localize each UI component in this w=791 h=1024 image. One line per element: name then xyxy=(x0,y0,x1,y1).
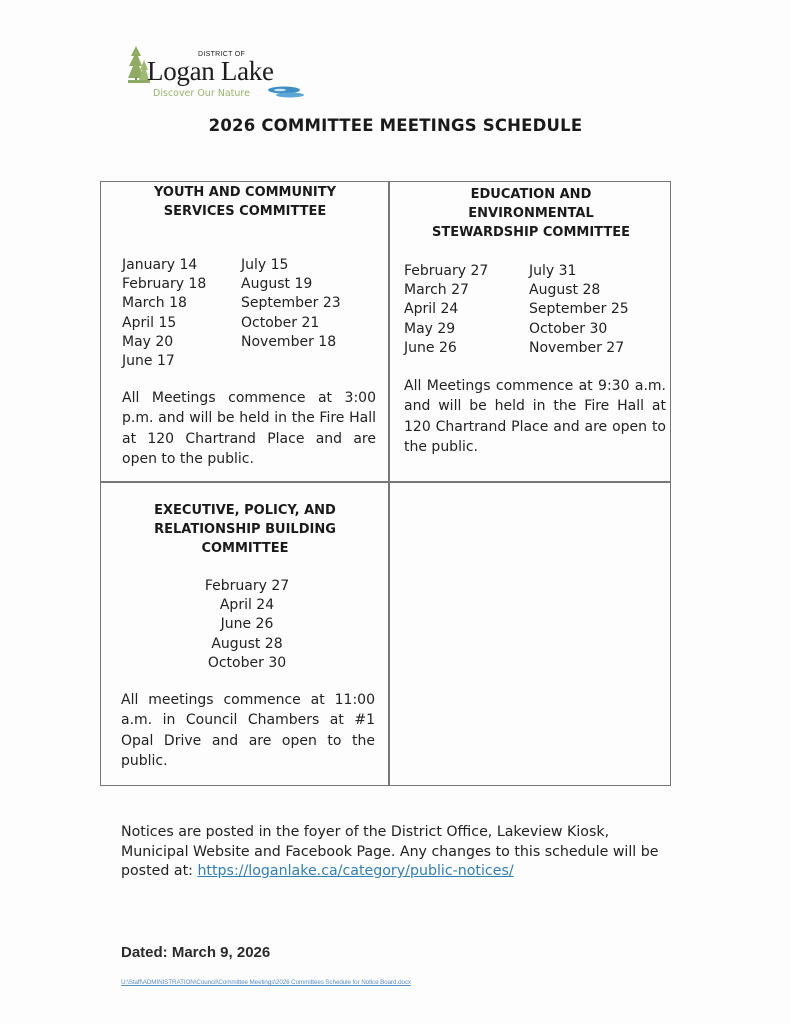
meeting-date: October 21 xyxy=(241,314,320,331)
heading-line: COMMITTEE xyxy=(201,541,289,556)
heading-line: EXECUTIVE, POLICY, AND xyxy=(154,503,336,518)
water-icon xyxy=(266,84,306,100)
file-path-footer[interactable]: U:\Staff\ADMINISTRATION\Council\Committee Meetings\2026 Committees Schedule for Notice Board.docx xyxy=(121,979,411,986)
logo-tagline: Discover Our Nature xyxy=(153,88,250,99)
heading-line: RELATIONSHIP BUILDING xyxy=(154,522,336,537)
heading-line: EDUCATION AND xyxy=(470,187,592,202)
meeting-date: July 15 xyxy=(241,257,289,273)
meeting-note-education: All Meetings commence at 9:30 a.m. and will be held in the Fire Hall at 120 Chartrand Place and are open to the public. xyxy=(404,378,666,455)
notice-paragraph xyxy=(121,823,661,882)
meeting-date: August 28 xyxy=(529,282,601,299)
meeting-date: May 20 xyxy=(122,333,174,350)
date-list-youth-col2 xyxy=(241,256,341,352)
meeting-date: January 14 xyxy=(122,257,198,273)
committee-heading-education xyxy=(400,185,662,242)
meeting-date: June 26 xyxy=(220,616,274,633)
table-divider-horizontal xyxy=(100,481,671,483)
meeting-note-youth: All Meetings commence at 3:00 p.m. and will be held in the Fire Hall at 120 Chartrand Place and are open to the public. xyxy=(122,390,376,467)
meeting-date: April 24 xyxy=(404,301,459,318)
meeting-date: March 27 xyxy=(404,282,469,299)
date-list-education-col1 xyxy=(404,262,488,358)
meeting-date: July 31 xyxy=(529,263,577,279)
meeting-date: May 29 xyxy=(404,320,456,337)
meeting-date: October 30 xyxy=(529,320,608,337)
heading-line: SERVICES COMMITTEE xyxy=(163,204,327,219)
meeting-date: September 23 xyxy=(241,295,341,312)
committee-heading-executive xyxy=(120,501,370,558)
meeting-date: April 15 xyxy=(122,314,177,331)
meeting-date: March 18 xyxy=(122,295,187,312)
public-notices-link[interactable]: https://loganlake.ca/category/public-notices/ xyxy=(197,863,514,879)
table-divider-vertical xyxy=(388,181,390,786)
meeting-date: June 26 xyxy=(404,339,457,356)
date-list-youth-col1 xyxy=(122,256,206,371)
dated-label: Dated: March 9, 2026 xyxy=(121,944,271,961)
heading-line: STEWARDSHIP COMMITTEE xyxy=(432,225,630,240)
meeting-date: August 28 xyxy=(211,635,283,652)
meeting-date: April 24 xyxy=(219,597,275,614)
meeting-date: October 30 xyxy=(207,654,287,671)
meeting-date: February 27 xyxy=(404,263,489,279)
committee-heading-youth xyxy=(120,183,370,221)
date-list-education-col2 xyxy=(529,262,629,358)
meeting-date: September 25 xyxy=(529,301,629,318)
heading-line: ENVIRONMENTAL xyxy=(468,206,594,221)
page-title: 2026 COMMITTEE MEETINGS SCHEDULE xyxy=(208,116,583,135)
meeting-date: June 17 xyxy=(122,353,175,370)
meeting-date: November 27 xyxy=(529,339,625,356)
meeting-date: February 18 xyxy=(122,276,207,293)
logo-district-label: DISTRICT OF xyxy=(198,51,246,58)
date-list-executive xyxy=(120,577,374,673)
meeting-date: August 19 xyxy=(241,276,313,293)
meeting-date: November 18 xyxy=(241,333,337,350)
notice-text: Notices are posted in the foyer of the District Office, Lakeview Kiosk, Municipal Website and Facebook Page. Any changes to this schedule will be posted at: xyxy=(121,824,659,879)
meeting-date: February 27 xyxy=(204,578,290,594)
district-logo xyxy=(128,46,308,102)
logo-name: Logan Lake xyxy=(147,56,274,86)
meeting-note-executive: All meetings commence at 11:00 a.m. in Council Chambers at #1 Opal Drive and are open to the public. xyxy=(121,692,375,769)
heading-line: YOUTH AND COMMUNITY xyxy=(153,185,337,200)
